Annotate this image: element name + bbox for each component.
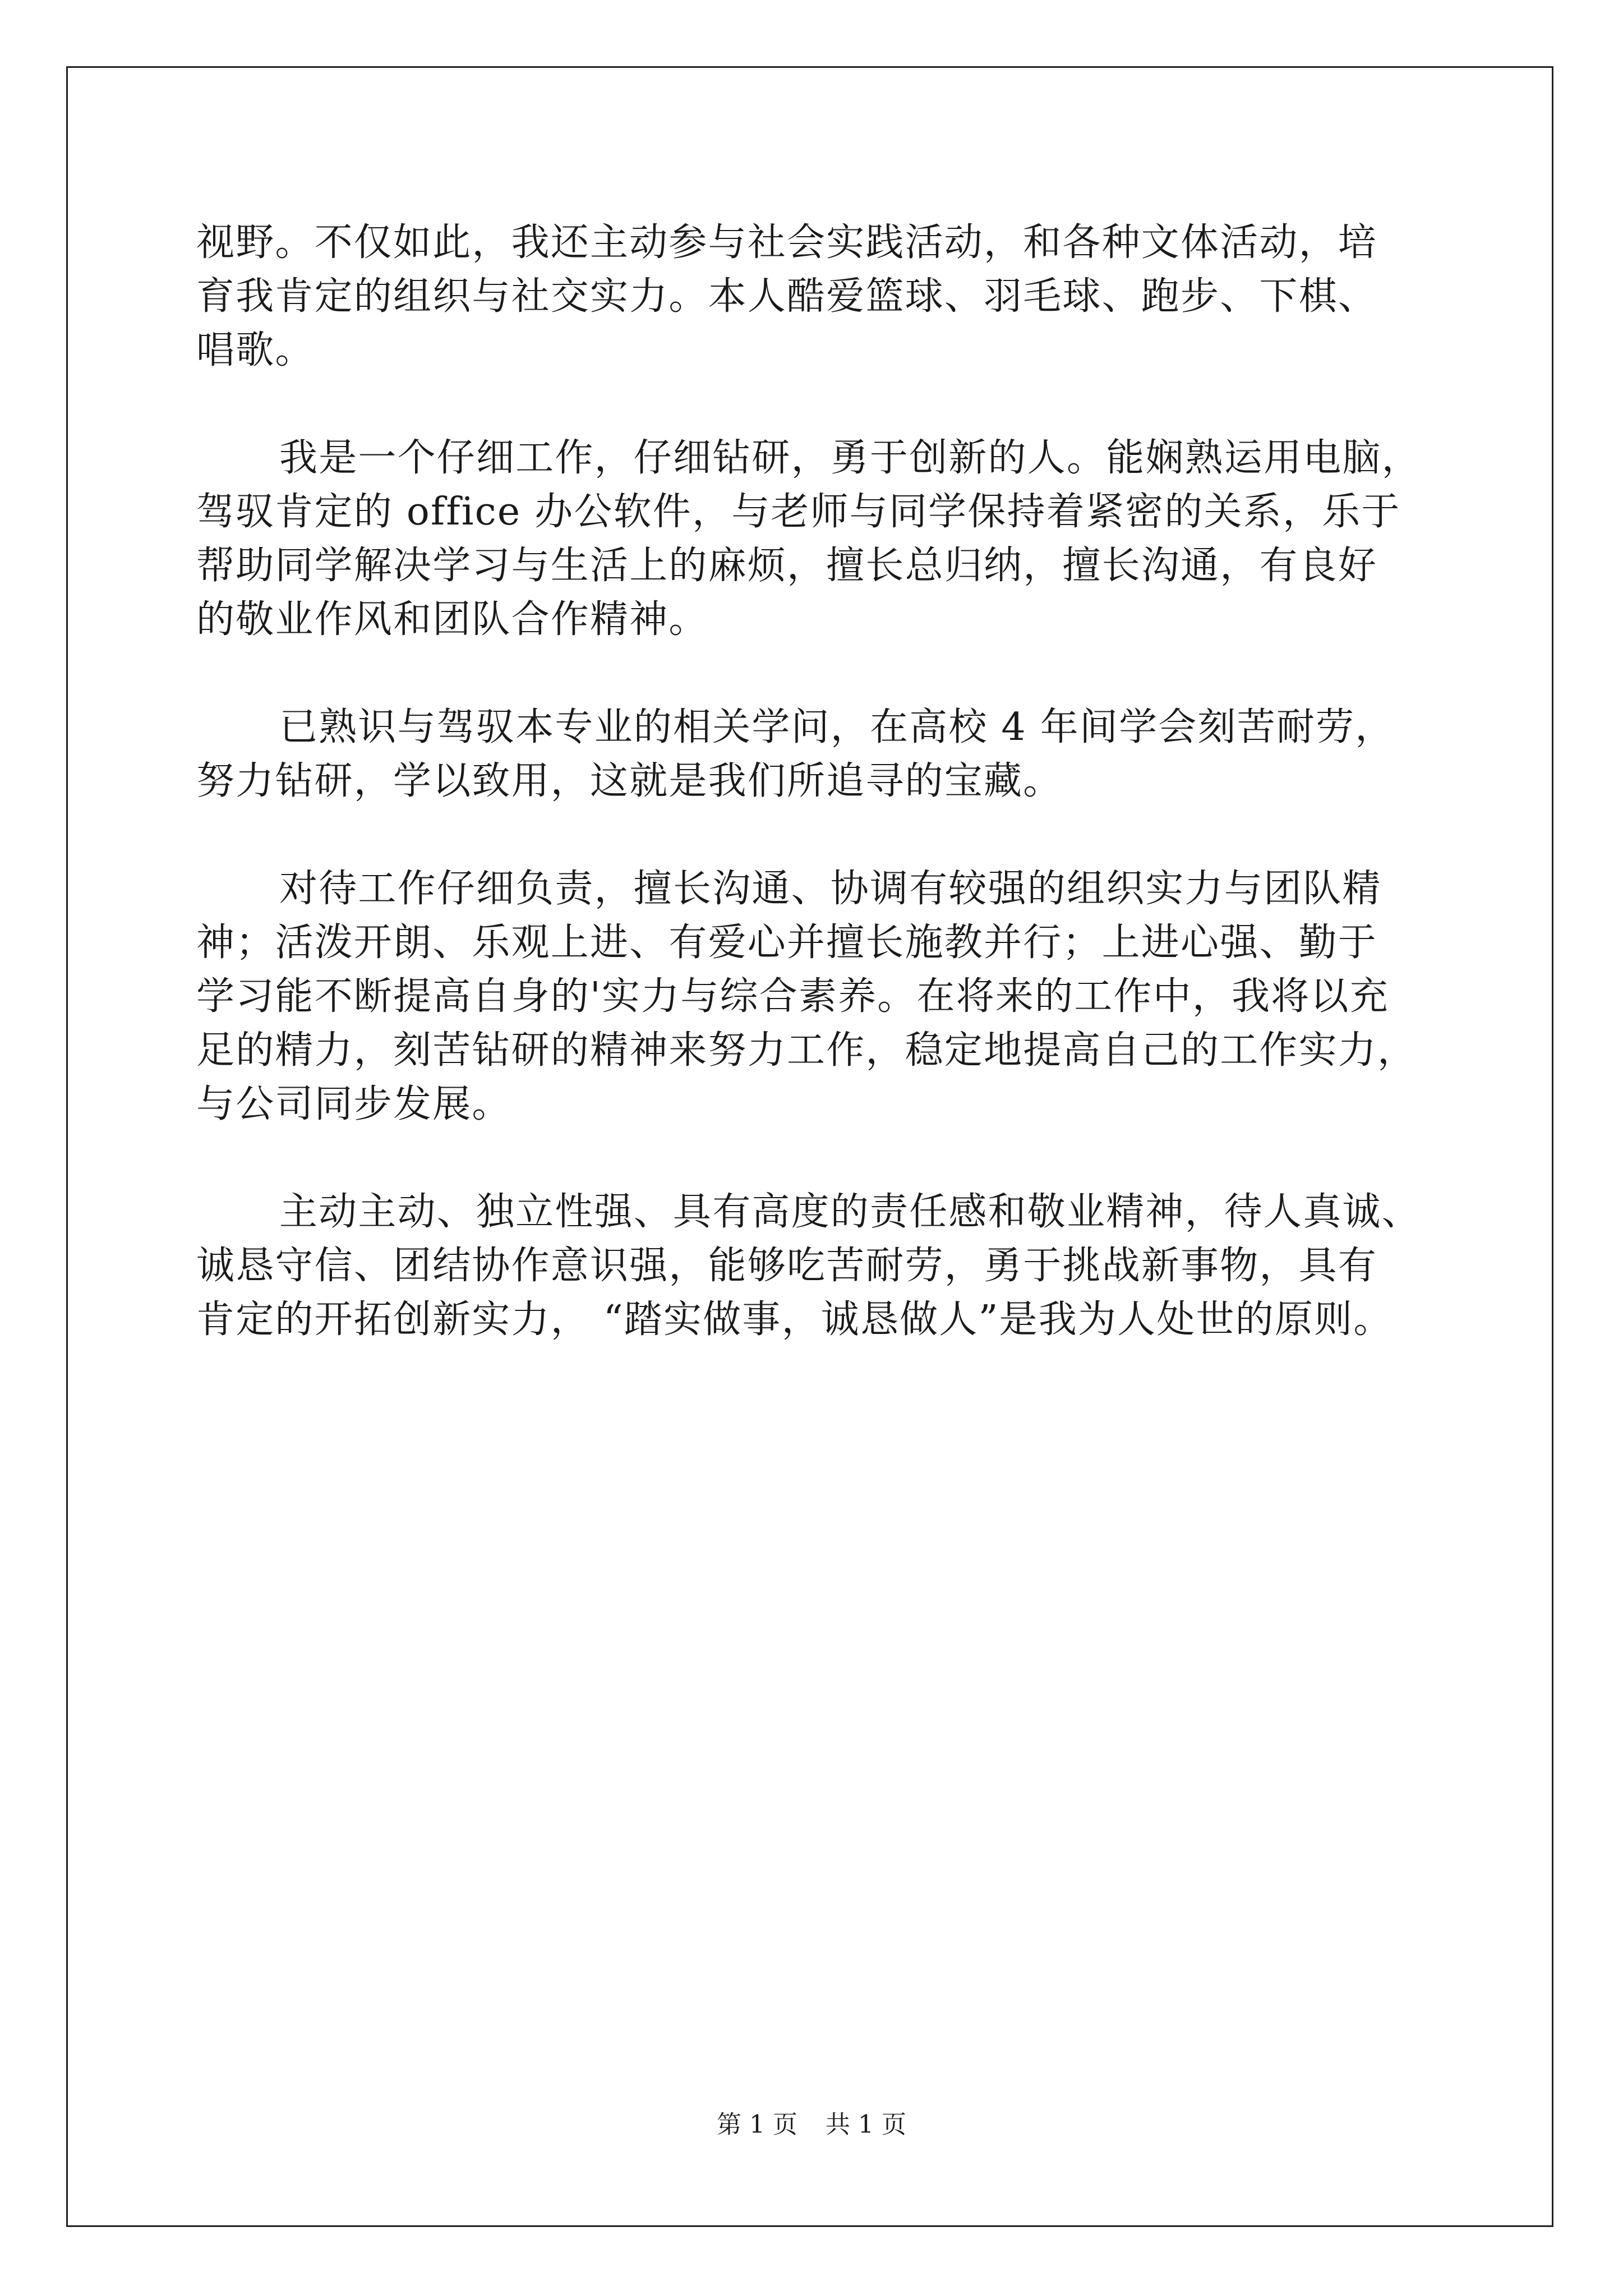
text-line: 足的精力，刻苦钻研的精神来努力工作，稳定地提高自己的工作实力， (196, 1028, 1417, 1073)
page-footer (0, 2108, 1623, 2142)
text-line: 唱歌。 (196, 328, 315, 372)
page-number: 第 1 页 (717, 2110, 797, 2139)
paragraph-3 (196, 701, 1486, 808)
text-line: 神；活泼开朗、乐观上进、有爱心并擅长施教并行；上进心强、勤于 (196, 921, 1378, 965)
document-body (196, 216, 1486, 1347)
text-line: 努力钻研，学以致用，这就是我们所追寻的宝藏。 (196, 759, 1063, 803)
text-line: 视野。不仅如此，我还主动参与社会实践活动，和各种文体活动，培 (196, 220, 1378, 265)
paragraph-4 (196, 862, 1486, 1131)
text-line: 我是一个仔细工作，仔细钻研，勇于创新的人。能娴熟运用电脑， (279, 436, 1421, 480)
text-line: 主动主动、独立性强、具有高度的责任感和敬业精神，待人真诚、 (279, 1190, 1421, 1234)
text-line: 帮助同学解决学习与生活上的麻烦，擅长总归纳，擅长沟通，有良好 (196, 544, 1378, 588)
text-line: 育我肯定的组织与社交实力。本人酷爱篮球、羽毛球、跑步、下棋、 (196, 274, 1378, 319)
page-total: 共 1 页 (826, 2110, 906, 2139)
text-line: 对待工作仔细负责，擅长沟通、协调有较强的组织实力与团队精 (279, 867, 1382, 911)
text-line: 学习能不断提高自身的'实力与综合素养。在将来的工作中，我将以充 (196, 974, 1389, 1019)
text-line: 驾驭肯定的 office 办公软件，与老师与同学保持着紧密的关系，乐于 (196, 490, 1401, 534)
paragraph-2 (196, 431, 1486, 647)
text-line: 已熟识与驾驭本专业的相关学问，在高校 4 年间学会刻苦耐劳， (279, 705, 1395, 749)
text-line: 的敬业作风和团队合作精神。 (196, 597, 708, 642)
paragraph-1 (196, 216, 1486, 378)
paragraph-5 (196, 1185, 1486, 1347)
text-line: 诚恳守信、团结协作意识强，能够吃苦耐劳，勇于挑战新事物，具有 (196, 1244, 1378, 1288)
text-line: 肯定的开拓创新实力， “踏实做事，诚恳做人”是我为人处世的原则。 (196, 1297, 1393, 1342)
text-line: 与公司同步发展。 (196, 1082, 511, 1126)
